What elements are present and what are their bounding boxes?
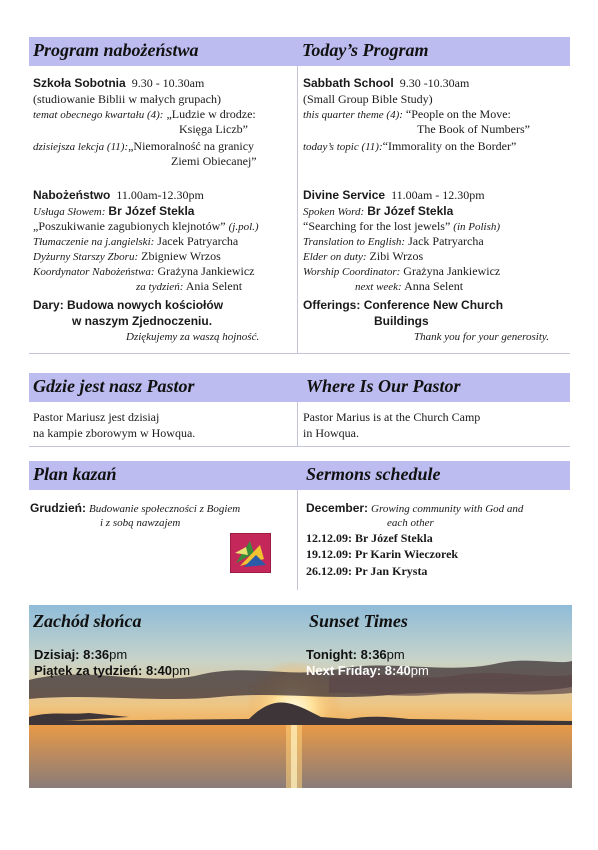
sunset-title-pl: Zachód słońca — [33, 611, 142, 631]
coord-value-en: Grażyna Jankiewicz — [403, 264, 501, 278]
sunset-today-en — [306, 647, 405, 662]
sunset-today-pl — [34, 647, 127, 662]
theme-value-en-2: The Book of Numbers” — [417, 122, 530, 136]
school-desc-en: (Small Group Bible Study) — [303, 92, 433, 106]
sunset-today-label-en: Tonight: — [306, 647, 358, 662]
word-value-pl: Br Józef Stekla — [108, 204, 195, 218]
program-title-pl: Program nabożeństwa — [33, 40, 199, 60]
sermon-lang-pl: (j.pol.) — [228, 221, 259, 233]
service-line-en — [303, 188, 485, 203]
offering-label-en: Offerings: — [303, 298, 361, 312]
topic-line-en — [303, 139, 516, 155]
school-desc-pl: (studiowanie Biblii w małych grupach) — [33, 92, 221, 106]
sunset-next-pm-en: pm — [410, 663, 429, 678]
sunset-title-en: Sunset Times — [309, 611, 408, 631]
translation-label-pl: Tłumaczenie na j.angielski: — [33, 236, 155, 248]
thanks-pl: Dziękujemy za waszą hojność. — [126, 331, 260, 343]
sermon-month-en: December: — [306, 501, 369, 515]
translation-line-en — [303, 234, 484, 250]
column-divider — [297, 66, 298, 353]
topic-line-pl — [33, 139, 254, 155]
dove-logo-icon — [230, 533, 271, 573]
school-line-en — [303, 76, 469, 91]
topic-value-pl-1: „Niemoralność na granicy — [128, 139, 255, 153]
word-value-en: Br Józef Stekla — [367, 204, 454, 218]
word-label-pl: Usługa Słowem: — [33, 206, 106, 218]
pastor-title-pl: Gdzie jest nasz Pastor — [33, 376, 195, 396]
service-time-en: 11.00am - 12.30pm — [391, 188, 485, 202]
sunset-today-label-pl: Dzisiaj: — [34, 647, 80, 662]
offering-value-pl-1: : Budowa nowych kościołów — [59, 298, 224, 312]
school-time-pl: 9.30 - 10.30am — [131, 76, 205, 90]
offering-label-pl: Dary — [33, 298, 60, 312]
next-label-en: next week: — [355, 281, 402, 293]
offering-value-en-1: Conference New Church — [363, 298, 504, 312]
next-label-pl: za tydzień: — [136, 281, 184, 293]
theme-value-pl-1: „Ludzie w drodze: — [166, 107, 256, 121]
theme-line-en — [303, 107, 511, 123]
coord-line-pl — [33, 264, 254, 280]
sermons-title-en: Sermons schedule — [306, 464, 441, 484]
elder-value-pl: Zbigniew Wrzos — [141, 249, 221, 263]
word-line-pl — [33, 204, 194, 220]
sermon-theme-en-1: Growing community with God and — [371, 503, 524, 515]
sunset-next-pm-pl: pm — [172, 663, 191, 678]
school-label-pl: Szkoła Sobotnia — [33, 76, 126, 90]
pastor-text-en-1: Pastor Marius is at the Church Camp — [303, 410, 481, 424]
service-time-pl: 11.00am-12.30pm — [116, 188, 204, 202]
theme-label-en: this quarter theme (4): — [303, 109, 403, 121]
theme-label-pl: temat obecnego kwartału (4): — [33, 109, 164, 121]
sunset-today-pm-en: pm — [386, 647, 405, 662]
sunset-panel — [29, 605, 572, 788]
service-label-pl: Nabożeństwo — [33, 188, 111, 202]
topic-label-en: today’s topic (11): — [303, 141, 383, 153]
coord-value-pl: Grażyna Jankiewicz — [157, 264, 255, 278]
sermon-line-pl — [33, 219, 259, 235]
sermon-entry: 12.12.09: Br Józef Stekla — [306, 531, 433, 545]
thanks-en: Thank you for your generosity. — [414, 331, 549, 343]
sermon-theme-pl-2: i z sobą nawzajem — [100, 517, 181, 529]
topic-value-pl-2: Ziemi Obiecanej” — [171, 154, 257, 168]
sermons-header — [29, 461, 570, 490]
offering-line-pl — [33, 298, 223, 313]
sermon-line-en — [303, 219, 500, 235]
pastor-text-pl-2: na kampie zborowym w Howqua. — [33, 426, 196, 440]
word-label-en: Spoken Word: — [303, 206, 365, 218]
sermon-month-pl: Grudzień: — [30, 501, 86, 515]
pastor-header — [29, 373, 570, 402]
sunset-next-pl — [34, 663, 190, 678]
offering-value-en-2: Buildings — [374, 314, 429, 328]
word-line-en — [303, 204, 453, 220]
sermon-entry: 19.12.09: Pr Karin Wieczorek — [306, 547, 459, 561]
church-logo — [230, 533, 271, 573]
offering-line-en — [303, 298, 503, 313]
sunset-today-time-en: 8:36 — [360, 647, 387, 662]
sermons-title-pl: Plan kazań — [33, 464, 117, 484]
service-label-en: Divine Service — [303, 188, 386, 202]
sunset-today-pm-pl: pm — [109, 647, 128, 662]
next-value-en: Anna Selent — [404, 279, 464, 293]
column-divider — [297, 402, 298, 446]
next-line-en — [355, 279, 463, 295]
sermon-theme-pl-1: Budowanie społeczności z Bogiem — [89, 503, 241, 515]
elder-label-pl: Dyżurny Starszy Zboru: — [33, 251, 139, 263]
next-line-pl — [136, 279, 242, 295]
offering-value-pl-2: w naszym Zjednoczeniu. — [72, 314, 213, 328]
school-label-en: Sabbath School — [303, 76, 394, 90]
pastor-title-en: Where Is Our Pastor — [306, 376, 461, 396]
sermon-lang-en: (in Polish) — [453, 221, 501, 233]
sunset-next-label-en: Next Friday: — [306, 663, 382, 678]
coord-line-en — [303, 264, 500, 280]
sermon-month-line-en — [306, 501, 523, 517]
sermon-title-pl: „Poszukiwanie zagubionych klejnotów” — [33, 219, 226, 233]
sunset-next-en — [306, 663, 429, 678]
topic-label-pl: dzisiejsza lekcja (11): — [33, 141, 129, 153]
program-header — [29, 37, 570, 66]
sunset-photo — [29, 605, 572, 788]
service-line-pl — [33, 188, 204, 203]
coord-label-en: Worship Coordinator: — [303, 266, 401, 278]
section-border — [29, 353, 570, 354]
sunset-next-label-pl: Piątek za tydzień: — [34, 663, 143, 678]
section-border — [29, 446, 570, 447]
school-line-pl — [33, 76, 204, 91]
elder-line-pl — [33, 249, 221, 265]
topic-value-en: “Immorality on the Border” — [382, 139, 517, 153]
elder-label-en: Elder on duty: — [303, 251, 367, 263]
sermon-month-line-pl — [30, 501, 240, 517]
sunset-next-time-pl: 8:40 — [146, 663, 173, 678]
elder-line-en — [303, 249, 423, 265]
sermon-entry: 26.12.09: Pr Jan Krysta — [306, 564, 428, 578]
sunset-today-time-pl: 8:36 — [83, 647, 110, 662]
theme-line-pl — [33, 107, 256, 123]
sermon-title-en: “Searching for the lost jewels” — [303, 219, 451, 233]
program-title-en: Today’s Program — [302, 40, 429, 60]
column-divider — [297, 490, 298, 590]
coord-label-pl: Koordynator Nabożeństwa: — [33, 266, 155, 278]
pastor-text-pl-1: Pastor Mariusz jest dzisiaj — [33, 410, 160, 424]
pastor-text-en-2: in Howqua. — [303, 426, 359, 440]
sunset-next-time-en: 8:40 — [384, 663, 411, 678]
translation-value-pl: Jacek Patryarcha — [157, 234, 239, 248]
sermon-theme-en-2: each other — [387, 517, 434, 529]
next-value-pl: Ania Selent — [185, 279, 243, 293]
translation-label-en: Translation to English: — [303, 236, 406, 248]
elder-value-en: Zibi Wrzos — [369, 249, 424, 263]
theme-value-en-1: “People on the Move: — [405, 107, 511, 121]
translation-value-en: Jack Patryarcha — [408, 234, 484, 248]
theme-value-pl-2: Księga Liczb” — [179, 122, 248, 136]
translation-line-pl — [33, 234, 238, 250]
school-time-en: 9.30 -10.30am — [399, 76, 470, 90]
